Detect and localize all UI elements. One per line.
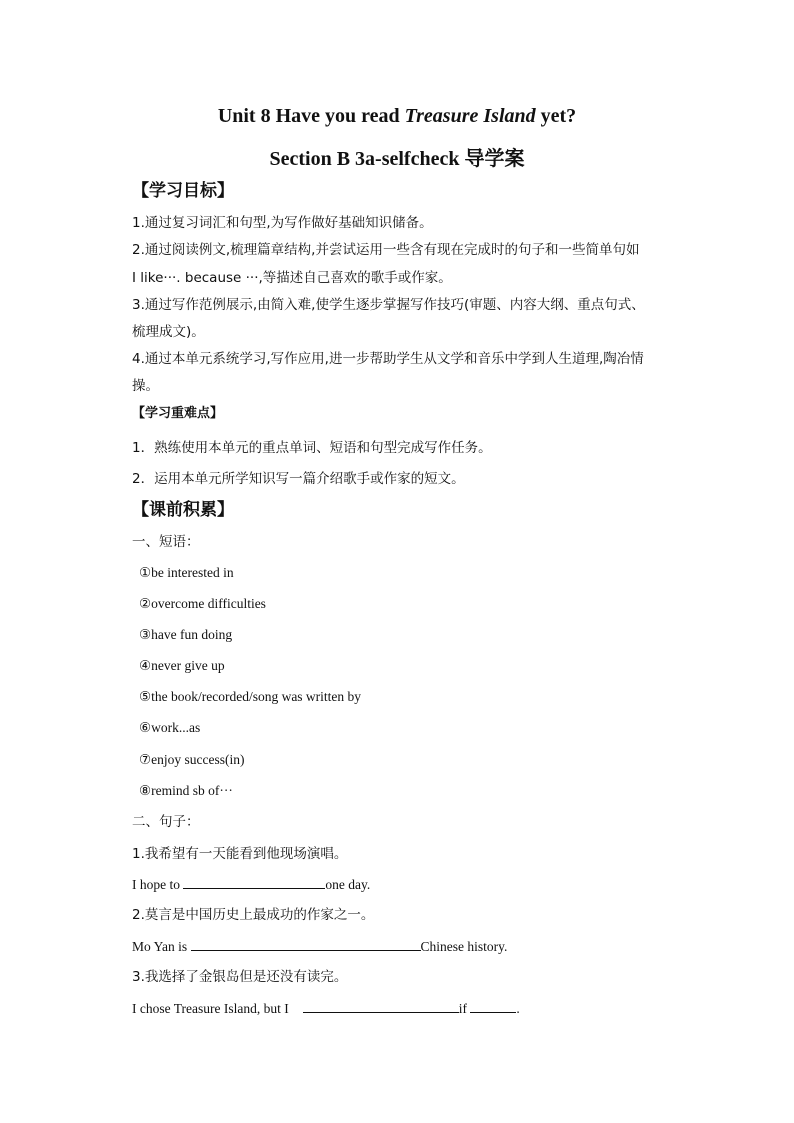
objective-item-4-line2: 操。 [132, 378, 159, 394]
objective-item-3-line2: 梳理成文)。 [132, 324, 205, 340]
phrase-item: ⑥work...as [139, 720, 201, 735]
phrase-item: ③have fun doing [139, 627, 233, 642]
objective-item-2-line1: 2.通过阅读例文,梳理篇章结构,并尝试运用一些含有现在完成时的句子和一些简单句如 [132, 242, 640, 258]
sentence-1-prefix: I hope to [132, 877, 184, 892]
sentence-1-suffix: one day. [325, 877, 371, 892]
sentence-2-suffix: Chinese history. [420, 939, 508, 954]
sentence-3-end: . [516, 1001, 520, 1016]
title-part1: Unit 8 Have you read [217, 105, 405, 127]
phrase-item: ②overcome difficulties [139, 596, 266, 611]
key-points-heading: 【学习重难点】 [132, 406, 224, 421]
sentence-2-prefix: Mo Yan is [132, 939, 191, 954]
objective-item-2-line2: I like···. because ···,等描述自己喜欢的歌手或作家。 [132, 270, 452, 286]
phrase-item: ⑦enjoy success(in) [139, 752, 245, 767]
sentence-2-chinese: 2.莫言是中国历史上最成功的作家之一。 [132, 907, 375, 923]
title-part3: yet? [535, 105, 577, 127]
key-point-item-1: 1．熟练使用本单元的重点单词、短语和句型完成写作任务。 [132, 440, 492, 456]
sentence-1-chinese: 1.我希望有一天能看到他现场演唱。 [132, 846, 348, 862]
phrase-item: ⑧remind sb of··· [139, 783, 233, 798]
sentence-3-prefix: I chose Treasure Island, but I [132, 1001, 289, 1016]
phrases-heading: 一、短语： [132, 534, 200, 550]
sentence-2-english [132, 938, 672, 956]
key-point-item-2: 2．运用本单元所学知识写一篇介绍歌手或作家的短文。 [132, 471, 465, 487]
fill-in-blank[interactable] [470, 1000, 516, 1013]
document-subtitle: Section B 3a-selfcheck 导学案 [269, 148, 525, 170]
sentence-3-chinese: 3.我选择了金银岛但是还没有读完。 [132, 969, 348, 985]
sentence-1-english [132, 876, 672, 894]
sentence-3-middle: if [458, 1001, 471, 1016]
fill-in-blank[interactable] [183, 876, 325, 889]
phrase-item: ④never give up [139, 658, 225, 673]
phrase-item: ①be interested in [139, 565, 234, 580]
sentence-3-english [132, 1000, 672, 1018]
fill-in-blank[interactable] [191, 938, 421, 951]
title-book-name: Treasure Island [404, 105, 536, 127]
objective-item-1: 1.通过复习词汇和句型,为写作做好基础知识储备。 [132, 215, 433, 231]
document-title [0, 103, 794, 129]
objective-item-4-line1: 4.通过本单元系统学习,写作应用,进一步帮助学生从文学和音乐中学到人生道理,陶冶情 [132, 351, 644, 367]
preview-heading: 【课前积累】 [132, 500, 234, 520]
fill-in-blank[interactable] [303, 1000, 459, 1013]
objectives-heading: 【学习目标】 [132, 181, 234, 201]
objective-item-3-line1: 3.通过写作范例展示,由简入难,使学生逐步掌握写作技巧(审题、内容大纲、重点句式、 [132, 297, 645, 313]
phrase-item: ⑤the book/recorded/song was written by [139, 689, 362, 704]
sentences-heading: 二、句子： [132, 814, 200, 830]
